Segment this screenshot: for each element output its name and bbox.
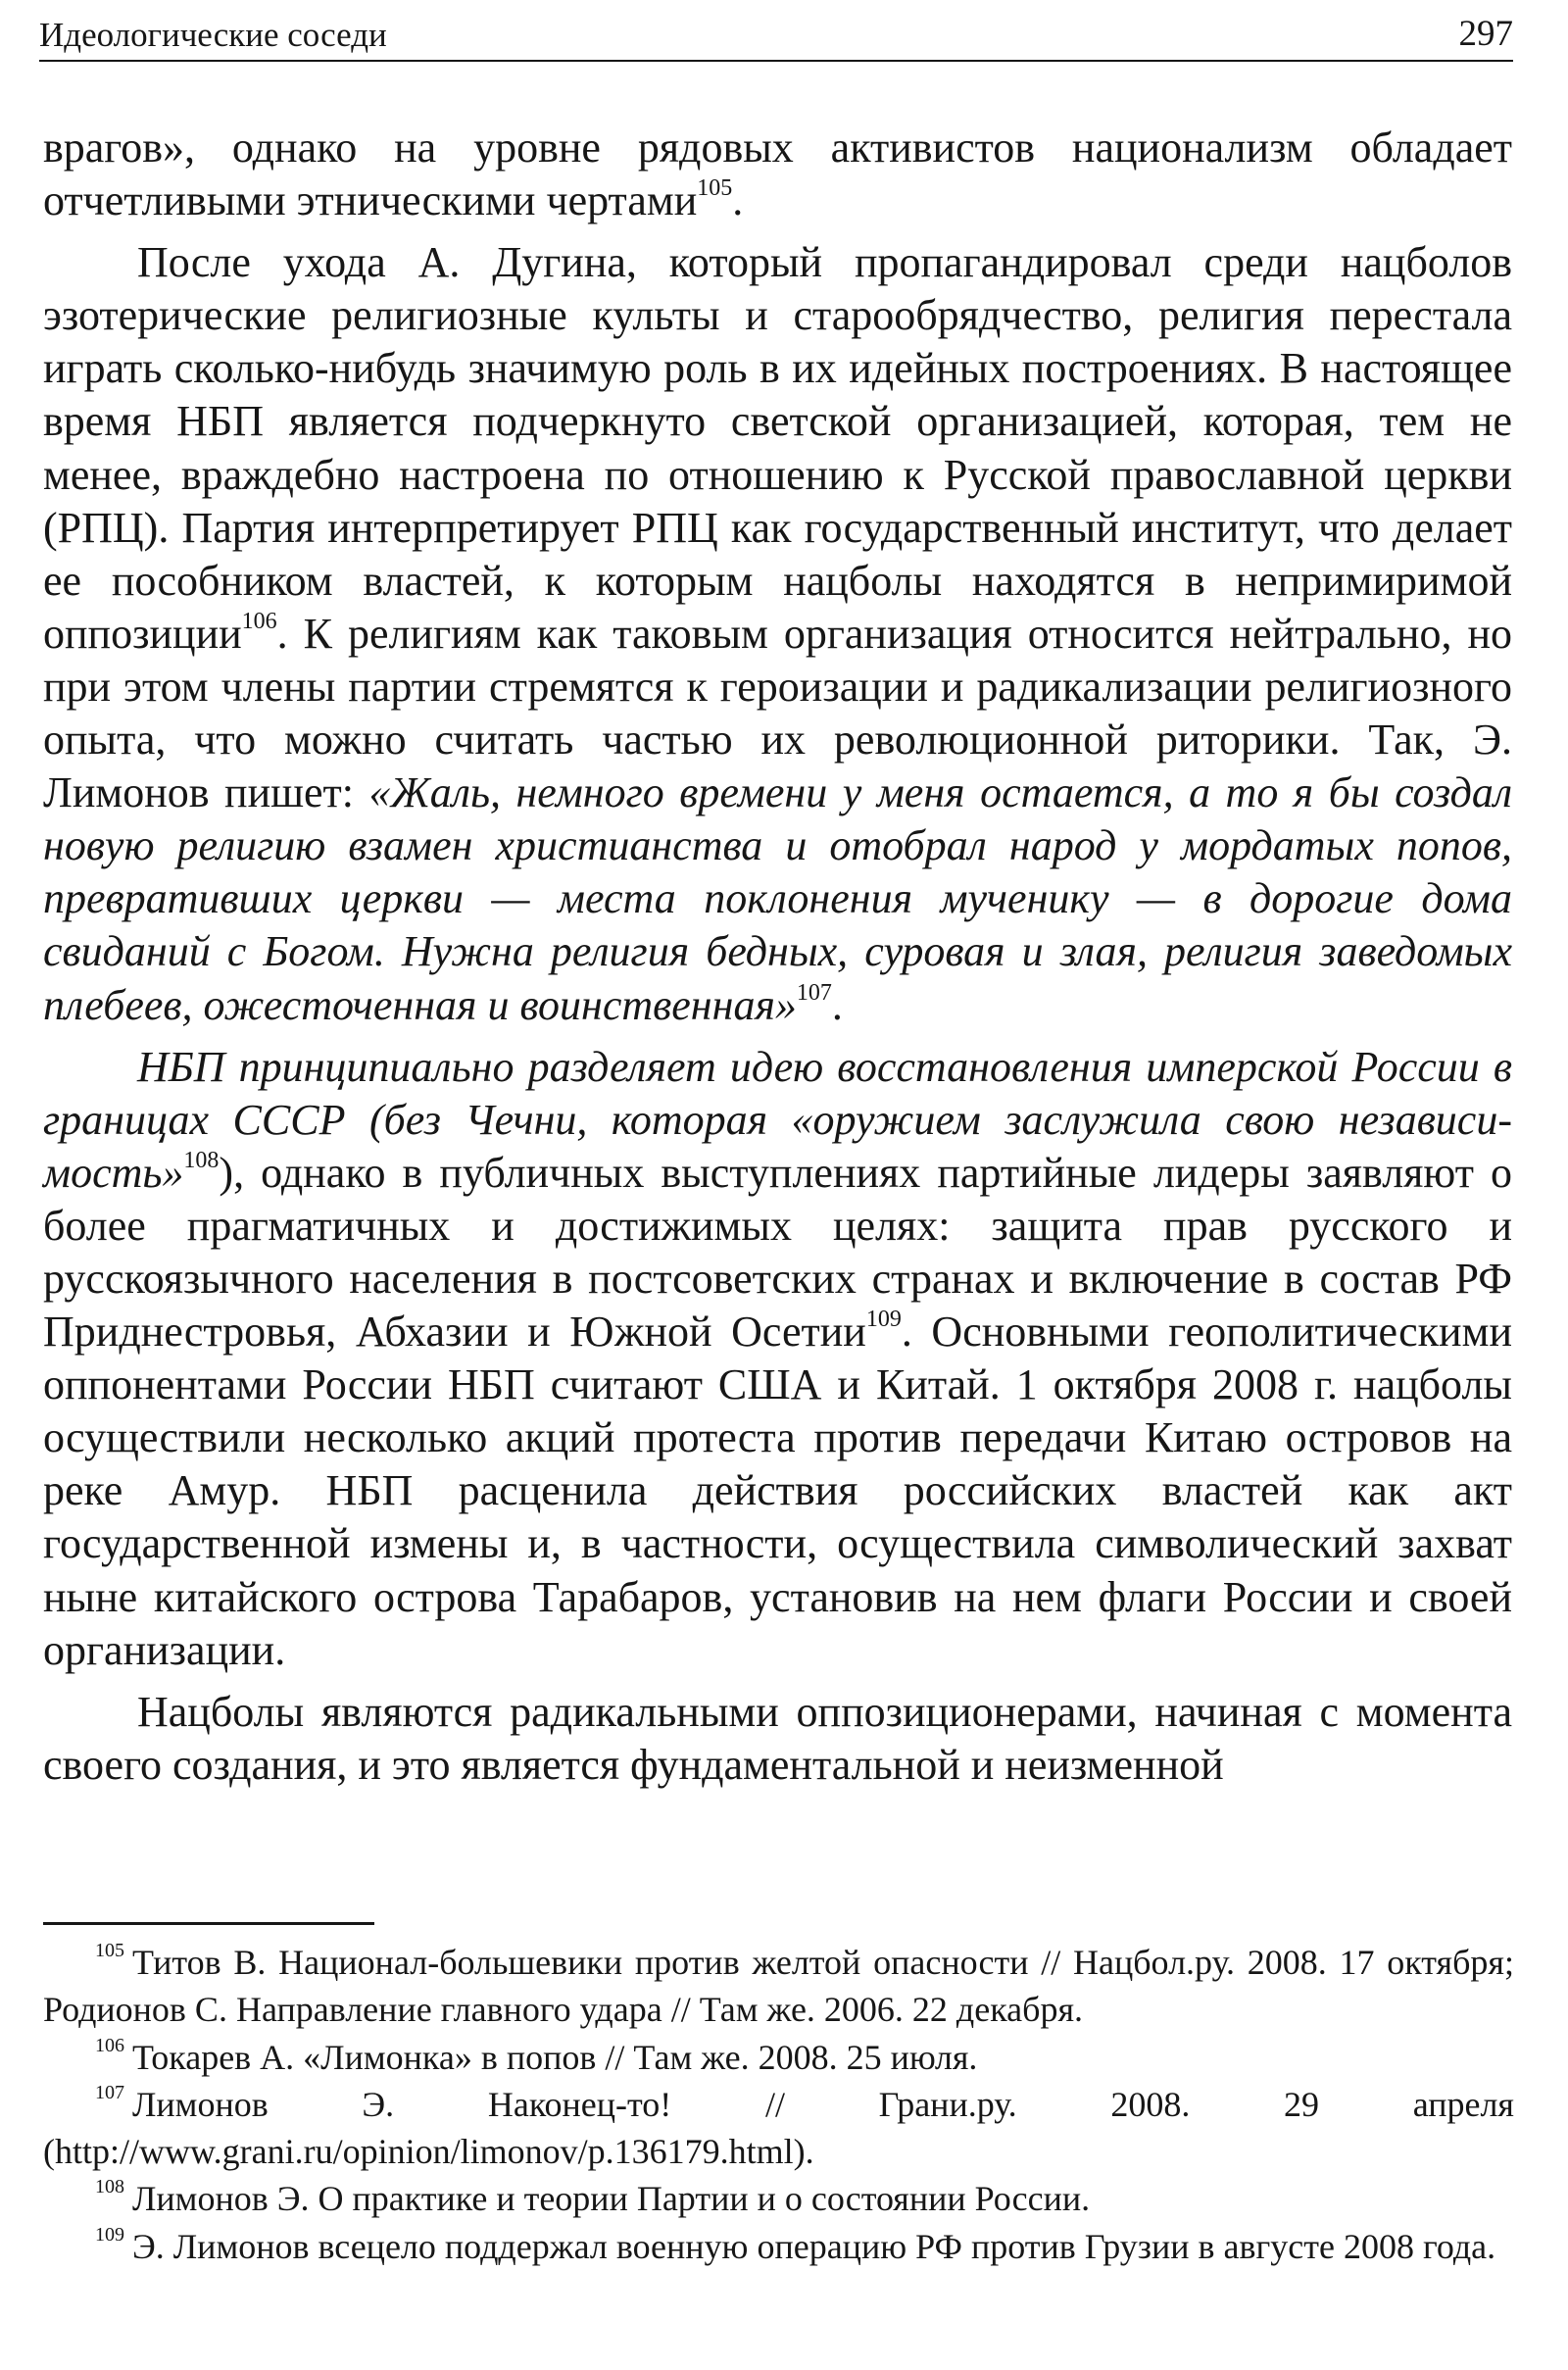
paragraph-1-text: врагов», однако на уровне рядовых активистов национализм обладает отчетливыми этническими чертами [43, 123, 1512, 225]
header-rule [39, 60, 1513, 62]
paragraph-2-text-a: После ухода А. Дугина, который пропагандировал среди нацболов эзотерические религиозные культы и старообрядчество, религия перестала играть сколько-нибудь значимую роль в их идейных построениях. В настоящее время НБП является подчеркнуто светской организацией, которая, тем не менее, враждебно настроена по отношению к Русской православной церкви (РПЦ). Партия интерпретирует РПЦ как государственный институт, что делает ее пособником властей, к которым нацболы находятся в непримиримой оппозиции [43, 238, 1512, 658]
footnote-number: 106 [95, 2034, 124, 2056]
footnote-108 [43, 2175, 1514, 2222]
paragraph-3-italic: НБП принципиально разделяет идею восстановления имперской России в границах СССР (без Чечни, которая «оружием заслужила свою независимость» [43, 1042, 1512, 1197]
footnote-text: Титов В. Национал-большевики против желтой опасности // Нацбол.ру. 2008. 17 октября; Родионов С. Направление главного удара // Там же. 2006. 22 декабря. [43, 1943, 1514, 2030]
paragraph-3 [43, 1041, 1512, 1677]
footnotes [43, 1939, 1514, 2270]
paragraph-1-end: . [732, 176, 744, 225]
footnote-106 [43, 2034, 1514, 2081]
footnote-ref-108: 108 [183, 1148, 220, 1174]
paragraph-2-text-b: . К религиям как таковым организация относится нейтрально, но при этом члены партии стремятся к героизации и радикализации религиозного опыта, что можно считать частью их революционной риторики. Так, Э. Лимонов пишет: [43, 609, 1512, 817]
footnote-number: 108 [95, 2176, 124, 2198]
footnote-107 [43, 2081, 1514, 2176]
footnote-rule [43, 1922, 374, 1925]
footnote-ref-107: 107 [796, 979, 832, 1006]
paragraph-4-text: Нацболы являются радикальными оппозиционерами, начиная с момента своего создания, и это является фундаментальной и неизменной [43, 1687, 1512, 1789]
running-header [39, 6, 1513, 59]
paragraph-1 [43, 122, 1512, 227]
footnote-ref-106: 106 [241, 609, 277, 635]
footnote-text: Лимонов Э. О практике и теории Партии и о состоянии России. [132, 2179, 1091, 2219]
footnote-ref-109: 109 [865, 1307, 902, 1333]
paragraph-4 [43, 1686, 1512, 1792]
footnote-number: 109 [95, 2223, 124, 2246]
paragraph-3-text-a: ), однако в публичных выступлениях партийные лидеры заявляют о более прагматичных и достижимых целях: защита прав русского и русскоязычного населения в постсоветских странах и включение в состав РФ Приднестровья, Абхазии и Южной Осетии [43, 1148, 1512, 1357]
footnote-text: Токарев А. «Лимонка» в попов // Там же. 2008. 25 июля. [132, 2037, 978, 2077]
footnote-number: 107 [95, 2081, 124, 2103]
paragraph-2 [43, 236, 1512, 1031]
page-number: 297 [1458, 14, 1513, 54]
paragraph-3-text-b: . Основными геополитическими оппонентами России НБП считают США и Китай. 1 октября 2008 г. нацболы осуществили несколько акций протеста против передачи Китаю островов на реке Амур. НБП расценила действия российских властей как акт государственной измены и, в частности, осуществила символический захват ныне китайского острова Тарабаров, установив на нем флаги России и своей организации. [43, 1308, 1512, 1674]
footnote-105 [43, 1939, 1514, 2034]
footnote-number: 105 [95, 1940, 124, 1961]
footnote-text: Лимонов Э. Наконец-то! // Грани.ру. 2008. 29 апреля (http://www.grani.ru/opinion/limonov/p.136179.html). [43, 2084, 1514, 2172]
footnote-text: Э. Лимонов всецело поддержал военную операцию РФ против Грузии в августе 2008 года. [132, 2226, 1496, 2266]
main-text [43, 122, 1512, 1801]
limonov-quote: «Жаль, немного времени у меня остается, а то я бы создал новую религию взамен христианства и отобрал народ у мордатых попов, превративших церкви — места поклонения мученику — в дорогие дома свиданий с Богом. Нужна религия бедных, суровая и злая, религия заведомых плебеев, ожесточенная и воинственная» [43, 768, 1513, 1029]
paragraph-2-end: . [831, 980, 843, 1029]
footnote-109 [43, 2223, 1514, 2270]
running-title: Идеологические соседи [39, 16, 387, 54]
footnote-ref-105: 105 [697, 175, 733, 202]
